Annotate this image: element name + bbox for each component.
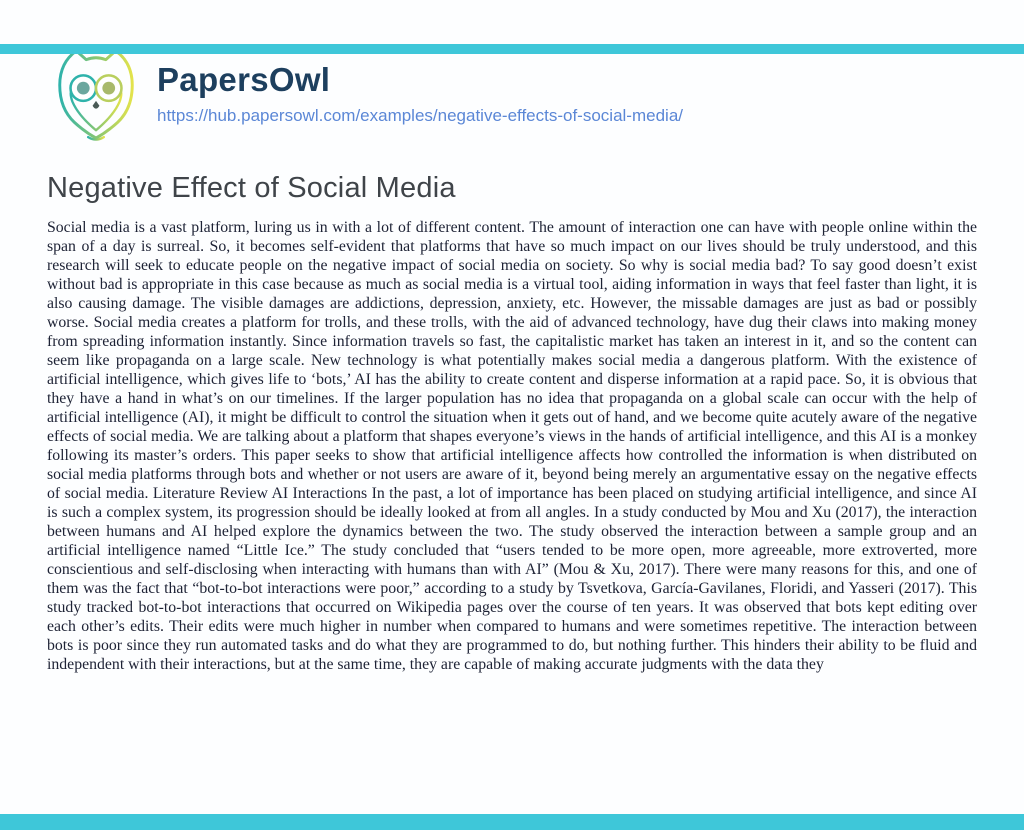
brand-block: [157, 61, 683, 126]
article-title: Negative Effect of Social Media: [47, 172, 456, 204]
page-url-link[interactable]: https://hub.papersowl.com/examples/negative-effects-of-social-media/: [157, 105, 683, 125]
article-body: Social media is a vast platform, luring us in with a lot of different content. The amount of interaction one can have with people online within the span of a day is surreal. So, it becomes self-evident that platforms that have so much impact on our lives should be truly understood, and this research will seek to educate people on the negative impact of social media on society. So why is social media bad? To say good doesn’t exist without bad is appropriate in this case because as much as social media is a virtual tool, aiding information in ways that feel faster than light, it is also causing damage. The visible damages are addictions, depression, anxiety, etc. However, the missable damages are just as bad or possibly worse. Social media creates a platform for trolls, and these trolls, with the aid of advanced technology, have dug their claws into making money from spreading information instantly. Since information travels so fast, the capitalistic market has taken an interest in it, and so the content can seem like propaganda on a large scale. New technology is what potentially makes social media a dangerous platform. With the existence of artificial intelligence, which gives life to ‘bots,’ AI has the ability to create content and disperse information at a rapid pace. So, it is obvious that they have a hand in what’s on our timelines. If the larger population has no idea that propaganda on a global scale can occur with the help of artificial intelligence (AI), it might be difficult to control the situation when it gets out of hand, and we become quite acutely aware of the negative effects of social media. We are talking about a platform that shapes everyone’s views in the hands of artificial intelligence, and this AI is a monkey following its master’s orders. This paper seeks to show that artificial intelligence affects how controlled the information is when distributed on social media platforms through bots and whether or not users are aware of it, beyond being merely an argumentative essay on the negative effects of social media. Literature Review AI Interactions In the past, a lot of importance has been placed on studying artificial intelligence, and since AI is such a complex system, its progression should be ideally looked at from all angles. In a study conducted by Mou and Xu (2017), the interaction between humans and AI helped explore the dynamics between the two. The study observed the interaction between a sample group and an artificial intelligence named “Little Ice.” The study concluded that “users tended to be more open, more agreeable, more extroverted, more conscientious and self-disclosing when interacting with humans than with AI” (Mou & Xu, 2017). There were many reasons for this, and one of them was the fact that “bot-to-bot interactions were poor,” according to a study by Tsvetkova, García-Gavilanes, Floridi, and Yasseri (2017). This study tracked bot-to-bot interactions that occurred on Wikipedia pages over the course of ten years. It was observed that bots kept editing over each other’s edits. Their edits were much higher in number when compared to humans and were sometimes repetitive. The interaction between bots is poor since they run automated tasks and do what they are programmed to do, but nothing further. This hinders their ability to be fluid and independent with their interactions, but at the same time, they are capable of making accurate judgments with the data they: [47, 219, 977, 673]
owl-icon: [47, 44, 145, 142]
brand-title: PapersOwl: [157, 60, 331, 98]
top-accent-bar: [0, 44, 1024, 54]
bottom-accent-bar: [0, 814, 1024, 830]
site-header: [47, 44, 977, 142]
page-content: [0, 44, 1024, 674]
